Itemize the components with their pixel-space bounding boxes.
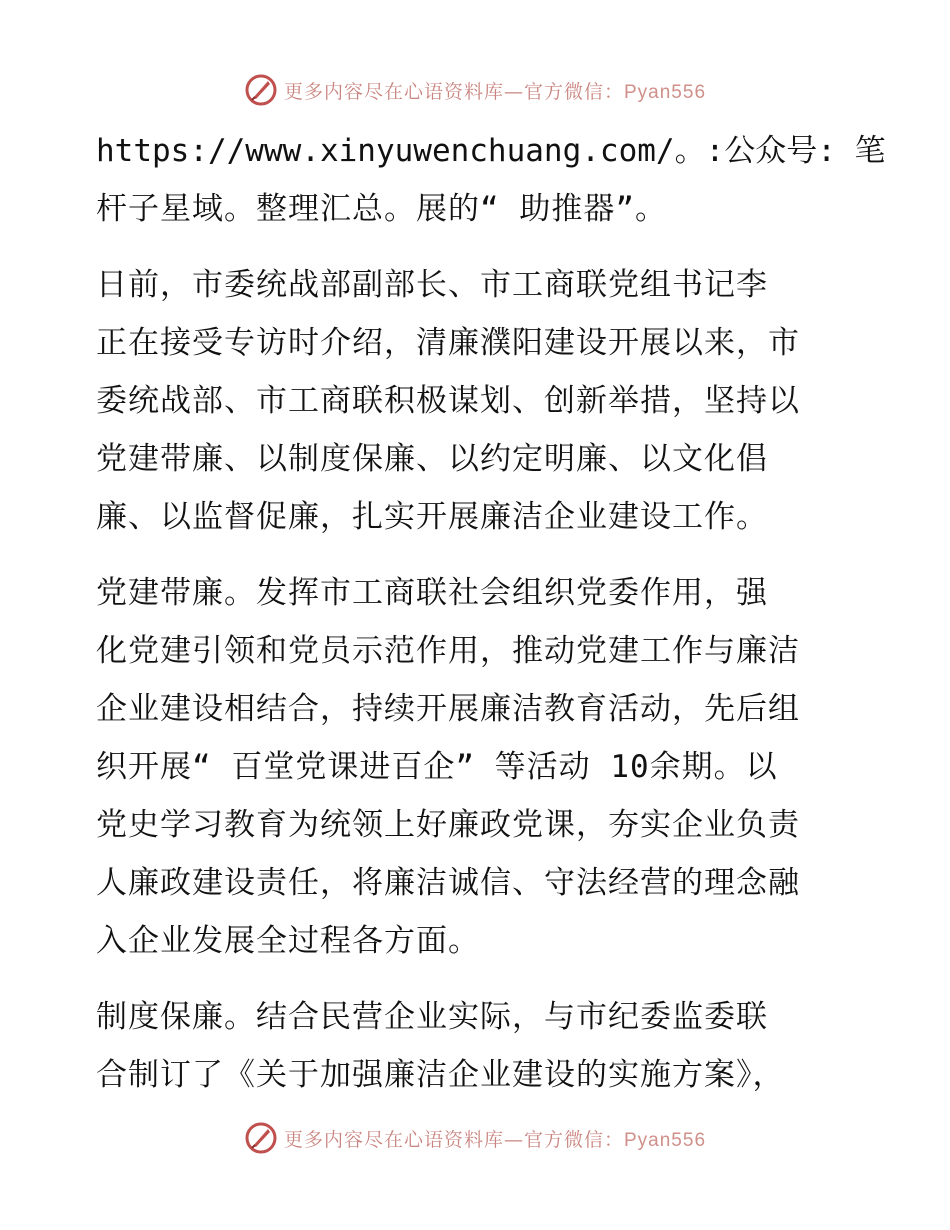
- paragraph-2: [96, 256, 856, 546]
- text-line: 廉、以监督促廉，扎实开展廉洁企业建设工作。: [96, 499, 768, 535]
- quill-logo-icon: [244, 1121, 278, 1155]
- banner-text: 更多内容尽在心语资料库—官方微信：Pyan556: [283, 80, 707, 103]
- paragraph-1: [96, 122, 886, 238]
- text-line: 正在接受专访时介绍，清廉濮阳建设开展以来，市: [96, 325, 800, 361]
- header-banner: [0, 70, 950, 110]
- text-line: https://www.xinyuwenchuang.com/。:公众号: 笔: [96, 133, 886, 169]
- paragraph-3: [96, 564, 856, 970]
- text-line: 化党建引领和党员示范作用，推动党建工作与廉洁: [96, 633, 800, 669]
- text-line: 委统战部、市工商联积极谋划、创新举措，坚持以: [96, 383, 800, 419]
- text-line: 企业建设相结合，持续开展廉洁教育活动，先后组: [96, 691, 800, 727]
- quill-logo-icon: [244, 73, 278, 107]
- wechat-id: Pyan556: [624, 81, 707, 103]
- document-body: [96, 122, 886, 1122]
- paragraph-4: [96, 988, 856, 1104]
- text-line: 入企业发展全过程各方面。: [96, 923, 480, 959]
- text-line: 织开展“ 百堂党课进百企” 等活动 10余期。以: [96, 749, 778, 785]
- text-line: 党建带廉。发挥市工商联社会组织党委作用，强: [96, 575, 768, 611]
- text-line: 制度保廉。结合民营企业实际，与市纪委监委联: [96, 999, 768, 1035]
- wechat-id: Pyan556: [624, 1129, 707, 1151]
- text-line: 日前，市委统战部副部长、市工商联党组书记李: [96, 267, 768, 303]
- text-line: 杆子星域。整理汇总。展的“ 助推器”。: [96, 191, 667, 227]
- text-line: 人廉政建设责任，将廉洁诚信、守法经营的理念融: [96, 865, 800, 901]
- banner-text: 更多内容尽在心语资料库—官方微信：Pyan556: [283, 1128, 707, 1151]
- text-line: 党建带廉、以制度保廉、以约定明廉、以文化倡: [96, 441, 768, 477]
- text-line: 合制订了《关于加强廉洁企业建设的实施方案》，: [96, 1057, 785, 1093]
- text-line: 党史学习教育为统领上好廉政党课，夯实企业负责: [96, 807, 800, 843]
- footer-banner: [0, 1118, 950, 1158]
